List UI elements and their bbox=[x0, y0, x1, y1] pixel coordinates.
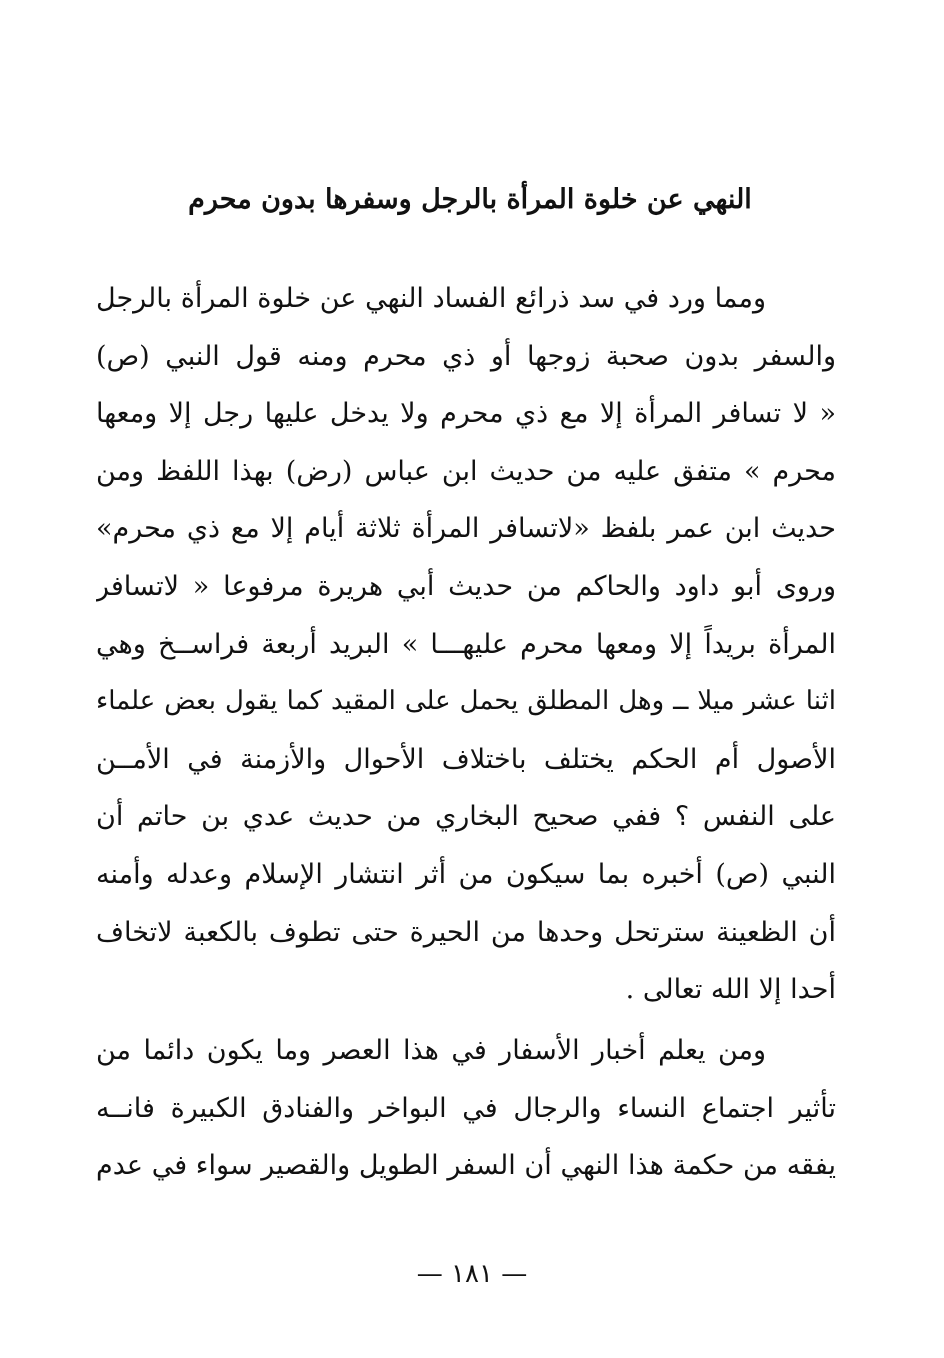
text-line: أن الظعينة سترتحل وحدها من الحيرة حتى تطوف بالكعبة لاتخاف bbox=[96, 916, 836, 948]
page-title: النهي عن خلوة المرأة بالرجل وسفرها بدون محرم bbox=[188, 184, 752, 215]
text-line: ومما ورد في سد ذرائع الفساد النهي عن خلوة المرأة بالرجل bbox=[96, 283, 766, 314]
text-line: وروى أبو داود والحاكم من حديث أبي هريرة مرفوعا « لاتسافر bbox=[96, 570, 836, 602]
text-line: اثنا عشر ميلا ــ وهل المطلق يحمل على المقيد كما يقول بعض علماء bbox=[96, 686, 836, 717]
text-line: والسفر بدون صحبة زوجها أو ذي محرم ومنه قول النبي (ص) bbox=[96, 340, 836, 372]
page-number: — ١٨١ — bbox=[416, 1259, 528, 1289]
text-line: « لا تسافر المرأة إلا مع ذي محرم ولا يدخل عليها رجل إلا ومعها bbox=[96, 398, 836, 430]
paragraph-1 bbox=[96, 270, 836, 1019]
text-line: المرأة بريداً إلا ومعها محرم عليهـــا » البريد أربعة فراســخ وهي bbox=[96, 628, 836, 660]
text-line: على النفس ؟ ففي صحيح البخاري من حديث عدي بن حاتم أن bbox=[96, 801, 836, 833]
text-line: يفقه من حكمة هذا النهي أن السفر الطويل والقصير سواء في عدم bbox=[96, 1150, 836, 1182]
text-line: محرم » متفق عليه من حديث ابن عباس (رض) بهذا اللفظ ومن bbox=[96, 455, 836, 487]
text-line: النبي (ص) أخبره بما سيكون من أثر انتشار الإسلام وعدله وأمنه bbox=[96, 858, 836, 890]
text-line: الأصول أم الحكم يختلف باختلاف الأحوال والأزمنة في الأمــن bbox=[96, 743, 836, 775]
text-line: حديث ابن عمر بلفظ «لاتسافر المرأة ثلاثة أيام إلا مع ذي محرم» bbox=[96, 513, 836, 545]
text-line: ومن يعلم أخبار الأسفار في هذا العصر وما يكون دائما من bbox=[96, 1035, 766, 1066]
text-line: أحدا إلا الله تعالى . bbox=[625, 974, 836, 1006]
paragraph-2 bbox=[96, 1022, 836, 1195]
text-line: تأثير اجتماع النساء والرجال في البواخر والفنادق الكبيرة فانــه bbox=[96, 1092, 836, 1124]
